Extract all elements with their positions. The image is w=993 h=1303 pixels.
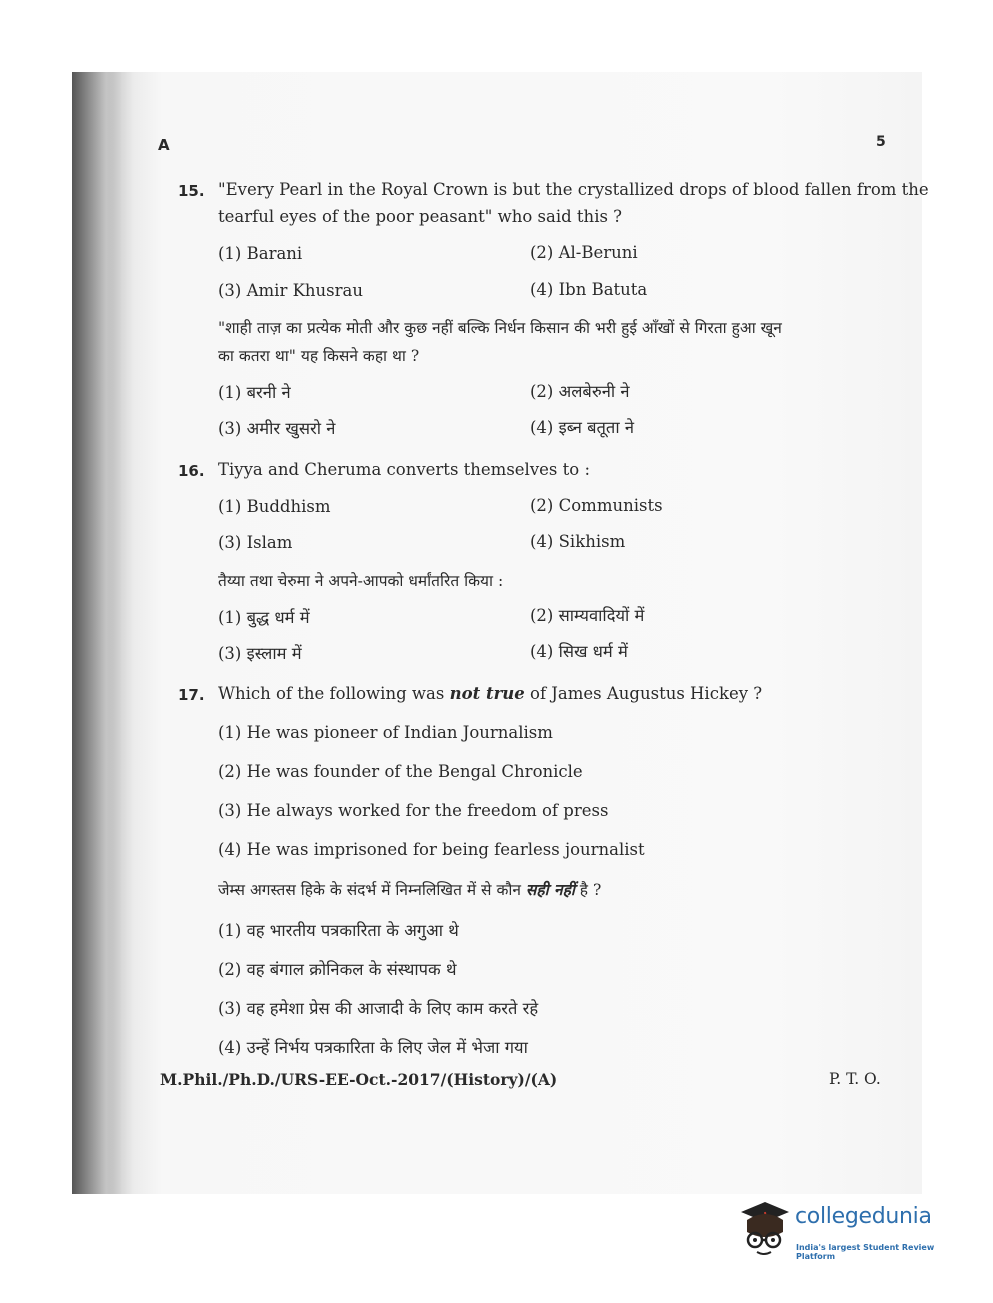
question-17-hindi-option-4: (4) उन्हें निर्भय पत्रकारिता के लिए जेल में भेजा गया (218, 1038, 528, 1057)
question-15-hindi-line-2: का कतरा था" यह किसने कहा था ? (218, 347, 420, 365)
question-15-option-2: (2) Al-Beruni (530, 243, 638, 262)
question-17-hindi-emphasis: सही नहीं (525, 880, 575, 899)
question-17-hindi-option-3: (3) वह हमेशा प्रेस की आजादी के लिए काम करते रहे (218, 999, 539, 1018)
question-15-option-4: (4) Ibn Batuta (530, 280, 648, 299)
question-16-hindi-option-3: (3) इस्लाम में (218, 644, 302, 663)
question-15-option-1: (1) Barani (218, 244, 303, 263)
question-15-number: 15. (178, 182, 205, 200)
logo-tagline: India's largest Student Review Platform (796, 1243, 935, 1261)
question-16-number: 16. (178, 462, 205, 480)
scanned-page-background (72, 72, 922, 1194)
question-16-option-1: (1) Buddhism (218, 497, 331, 516)
question-15-hindi-option-2: (2) अलबेरुनी ने (530, 382, 630, 401)
question-17-option-3: (3) He always worked for the freedom of press (218, 801, 609, 820)
question-16-text: Tiyya and Cheruma converts themselves to : (218, 460, 590, 479)
question-16-hindi-text: तैय्या तथा चेरुमा ने अपने-आपको धर्मांतरित किया : (218, 572, 504, 590)
question-17-number: 17. (178, 686, 205, 704)
please-turn-over: P. T. O. (829, 1070, 881, 1088)
question-17-option-4: (4) He was imprisoned for being fearless journalist (218, 840, 645, 859)
question-15-hindi-option-1: (1) बरनी ने (218, 383, 291, 402)
question-16-hindi-option-2: (2) साम्यवादियों में (530, 606, 645, 625)
question-15-text-line-1: "Every Pearl in the Royal Crown is but the crystallized drops of blood fallen from the (218, 180, 929, 199)
question-17-option-2: (2) He was founder of the Bengal Chronicle (218, 762, 583, 781)
question-17-emphasis: not true (449, 684, 525, 703)
question-17-hindi-option-2: (2) वह बंगाल क्रोनिकल के संस्थापक थे (218, 960, 457, 979)
question-17-hindi-option-1: (1) वह भारतीय पत्रकारिता के अगुआ थे (218, 921, 459, 940)
exam-code: M.Phil./Ph.D./URS-EE-Oct.-2017/(History)/(A) (160, 1070, 558, 1089)
collegedunia-logo (735, 1198, 965, 1268)
question-16-hindi-option-4: (4) सिख धर्म में (530, 642, 628, 661)
question-16-option-3: (3) Islam (218, 533, 293, 552)
mascot-icon (735, 1198, 793, 1262)
question-15-hindi-option-4: (4) इब्न बतूता ने (530, 418, 635, 437)
question-15-text-line-2: tearful eyes of the poor peasant" who said this ? (218, 207, 623, 226)
page-number: 5 (876, 134, 886, 150)
question-17-option-1: (1) He was pioneer of Indian Journalism (218, 723, 553, 742)
question-16-option-4: (4) Sikhism (530, 532, 626, 551)
logo-wordmark: collegedunia (795, 1204, 932, 1229)
question-17-text: Which of the following was not true of James Augustus Hickey ? (218, 684, 763, 703)
question-17-hindi-text: जेम्स अगस्तस हिके के संदर्भ में निम्नलिखित में से कौन सही नहीं है ? (218, 880, 602, 899)
scan-binding-shadow (72, 72, 122, 1194)
question-16-hindi-option-1: (1) बुद्ध धर्म में (218, 608, 310, 627)
question-15-option-3: (3) Amir Khusrau (218, 281, 363, 300)
question-15-hindi-option-3: (3) अमीर खुसरो ने (218, 419, 336, 438)
question-15-hindi-line-1: "शाही ताज़ का प्रत्येक मोती और कुछ नहीं बल्कि निर्धन किसान की भरी हुई आँखों से गिरता हुआ खून (218, 319, 782, 337)
section-label: A (158, 136, 170, 154)
question-16-option-2: (2) Communists (530, 496, 663, 515)
